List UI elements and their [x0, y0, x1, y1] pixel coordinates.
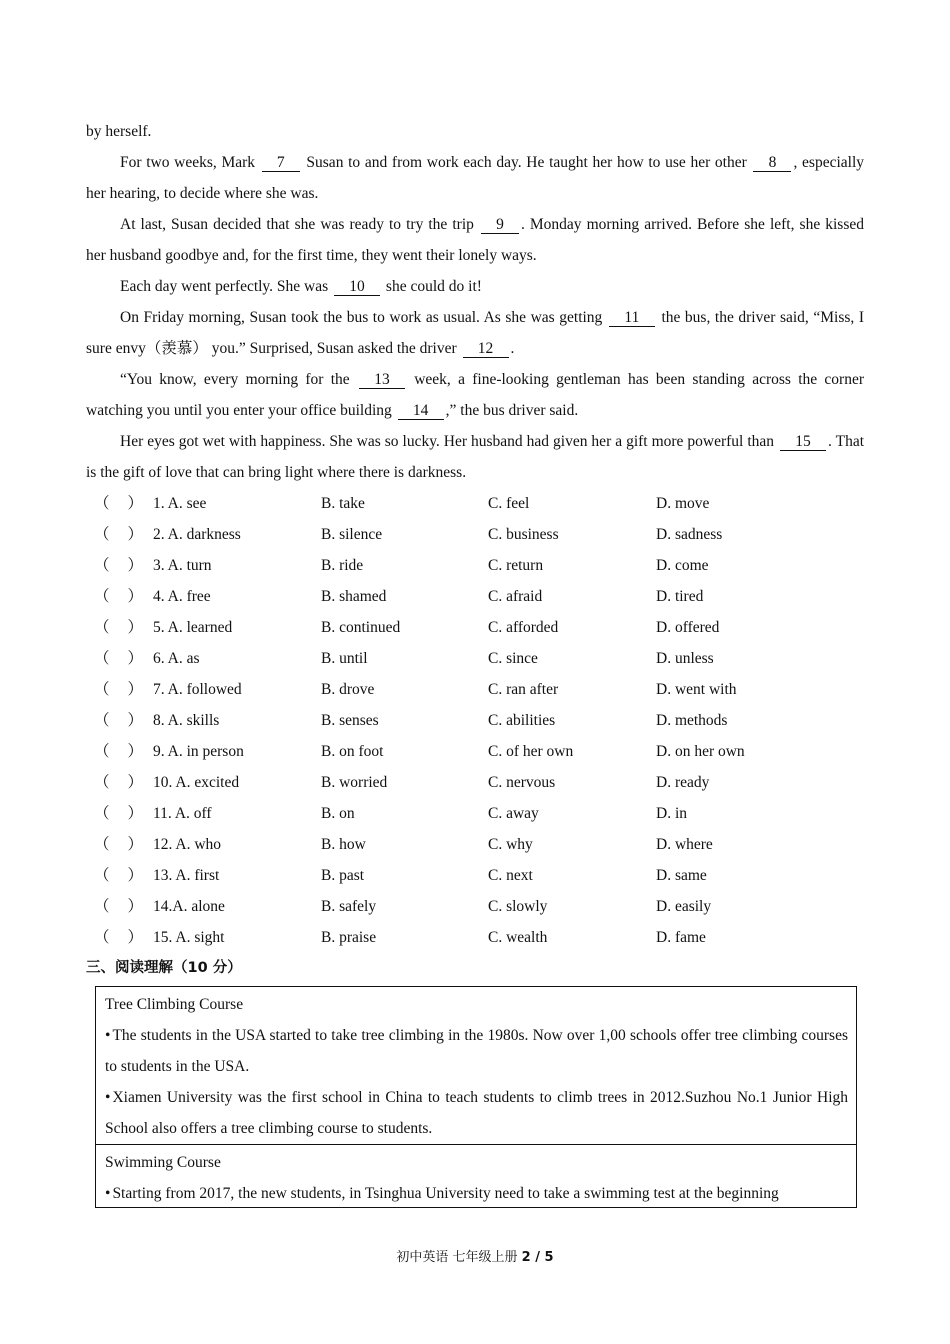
option-row	[86, 643, 864, 674]
option-a: 2. A. darkness	[153, 526, 241, 543]
option-c: C. next	[488, 867, 533, 884]
list-item: • The students in the USA started to take tree climbing in the 1980s. Now over 1,00 schools offer tree climbing courses to students in the USA.	[105, 1020, 848, 1082]
swimming-title: Swimming Course	[105, 1154, 221, 1171]
option-row	[86, 736, 864, 767]
option-row	[86, 860, 864, 891]
option-row	[86, 922, 864, 953]
option-stem	[86, 860, 321, 891]
option-c: C. ran after	[488, 681, 559, 698]
paragraph-3: Each day went perfectly. She was 10 she could do it!	[120, 278, 482, 295]
passage	[86, 116, 864, 984]
swimming-section	[96, 1144, 856, 1208]
option-stem	[86, 767, 321, 798]
options-list	[86, 488, 864, 953]
section-title: 三、阅读理解（10 分）	[86, 960, 242, 976]
option-c: C. business	[488, 526, 559, 543]
option-row	[86, 705, 864, 736]
option-d: D. same	[656, 867, 707, 884]
paragraph-0: by herself.	[86, 123, 152, 140]
blank-7: 7	[262, 155, 300, 172]
paragraph-6: Her eyes got wet with happiness. She was so lucky. Her husband had given her a gift more powerful than 15 . That is the gift of love that can bring light where there is darkness.	[86, 433, 865, 481]
option-d: D. sadness	[656, 526, 723, 543]
bullet-icon: •	[105, 1185, 111, 1202]
option-c: C. afraid	[488, 588, 543, 605]
answer-blank[interactable]: （ ）	[94, 588, 143, 605]
option-a: 15. A. sight	[153, 929, 225, 946]
paragraph-2: At last, Susan decided that she was ready to try the trip 9 . Monday morning arrived. Before she left, she kissed her husband goodbye and, for the first time, they went their lonely ways.	[86, 216, 865, 264]
option-row	[86, 488, 864, 519]
option-a: 7. A. followed	[153, 681, 242, 698]
option-a: 9. A. in person	[153, 743, 244, 760]
option-b: B. safely	[321, 898, 377, 915]
answer-blank[interactable]: （ ）	[94, 526, 143, 543]
answer-blank[interactable]: （ ）	[94, 836, 143, 853]
option-c: C. abilities	[488, 712, 556, 729]
option-c: C. afforded	[488, 619, 559, 636]
option-b: B. until	[321, 650, 368, 667]
option-b: B. how	[321, 836, 366, 853]
option-d: D. move	[656, 495, 710, 512]
option-c: C. slowly	[488, 898, 548, 915]
option-b: B. continued	[321, 619, 401, 636]
answer-blank[interactable]: （ ）	[94, 867, 143, 884]
option-a: 14.A. alone	[153, 898, 225, 915]
option-d: D. where	[656, 836, 713, 853]
option-d: D. on her own	[656, 743, 745, 760]
option-d: D. tired	[656, 588, 704, 605]
option-stem	[86, 705, 321, 736]
bullet-icon: •	[105, 1027, 111, 1044]
option-c: C. return	[488, 557, 544, 574]
option-stem	[86, 612, 321, 643]
blank-12: 12	[463, 341, 509, 358]
tree-climbing-section	[96, 987, 856, 1144]
option-row	[86, 581, 864, 612]
reading-box	[95, 986, 857, 1208]
option-row	[86, 674, 864, 705]
list-item: • Xiamen University was the first school in China to teach students to climb trees in 2012.Suzhou No.1 Junior High School also offers a tree climbing course to students.	[105, 1082, 848, 1144]
option-a: 1. A. see	[153, 495, 207, 512]
page-footer: 初中英语 七年级上册 2 / 5	[396, 1250, 554, 1265]
option-stem	[86, 488, 321, 519]
option-stem	[86, 643, 321, 674]
option-d: D. come	[656, 557, 709, 574]
option-row	[86, 550, 864, 581]
option-stem	[86, 674, 321, 705]
option-row	[86, 798, 864, 829]
option-d: D. methods	[656, 712, 728, 729]
answer-blank[interactable]: （ ）	[94, 805, 143, 822]
option-d: D. offered	[656, 619, 720, 636]
option-stem	[86, 891, 321, 922]
option-a: 12. A. who	[153, 836, 222, 853]
option-b: B. shamed	[321, 588, 387, 605]
bullet-icon: •	[105, 1089, 111, 1106]
answer-blank[interactable]: （ ）	[94, 898, 143, 915]
page-total: 5	[544, 1250, 554, 1265]
option-a: 11. A. off	[153, 805, 212, 822]
option-b: B. past	[321, 867, 365, 884]
page-number: 2	[521, 1250, 531, 1265]
blank-11: 11	[609, 310, 655, 327]
option-c: C. wealth	[488, 929, 548, 946]
option-a: 5. A. learned	[153, 619, 233, 636]
option-row	[86, 767, 864, 798]
blank-13: 13	[359, 372, 405, 389]
option-a: 6. A. as	[153, 650, 200, 667]
answer-blank[interactable]: （ ）	[94, 712, 143, 729]
option-b: B. on foot	[321, 743, 384, 760]
option-c: C. of her own	[488, 743, 574, 760]
option-b: B. senses	[321, 712, 379, 729]
option-d: D. in	[656, 805, 687, 822]
option-stem	[86, 829, 321, 860]
option-stem	[86, 550, 321, 581]
option-a: 8. A. skills	[153, 712, 220, 729]
option-b: B. silence	[321, 526, 383, 543]
blank-15: 15	[780, 434, 826, 451]
tree-climbing-title: Tree Climbing Course	[105, 996, 244, 1013]
answer-blank[interactable]: （ ）	[94, 650, 143, 667]
option-row	[86, 612, 864, 643]
option-b: B. take	[321, 495, 365, 512]
answer-blank[interactable]: （ ）	[94, 557, 143, 574]
option-c: C. since	[488, 650, 538, 667]
option-c: C. away	[488, 805, 539, 822]
option-c: C. why	[488, 836, 533, 853]
option-d: D. fame	[656, 929, 706, 946]
answer-blank[interactable]: （ ）	[94, 743, 143, 760]
option-a: 13. A. first	[153, 867, 220, 884]
option-row	[86, 519, 864, 550]
option-b: B. on	[321, 805, 355, 822]
answer-blank[interactable]: （ ）	[94, 681, 143, 698]
answer-blank[interactable]: （ ）	[94, 774, 143, 791]
option-d: D. ready	[656, 774, 710, 791]
option-stem	[86, 798, 321, 829]
option-b: B. worried	[321, 774, 388, 791]
paragraph-4: On Friday morning, Susan took the bus to work as usual. As she was getting 11 the bus, the driver said, “Miss, I sure envy（羡慕） you.” Surprised, Susan asked the driver 12 .	[86, 309, 864, 357]
blank-9: 9	[481, 217, 519, 234]
option-stem	[86, 736, 321, 767]
option-b: B. drove	[321, 681, 375, 698]
option-stem	[86, 581, 321, 612]
blank-8: 8	[753, 155, 791, 172]
answer-blank[interactable]: （ ）	[94, 619, 143, 636]
option-d: D. easily	[656, 898, 712, 915]
option-c: C. nervous	[488, 774, 556, 791]
option-a: 10. A. excited	[153, 774, 240, 791]
option-a: 3. A. turn	[153, 557, 212, 574]
blank-14: 14	[398, 403, 444, 420]
option-d: D. unless	[656, 650, 714, 667]
list-item: • Starting from 2017, the new students, in Tsinghua University need to take a swimming test at the beginning	[105, 1178, 848, 1208]
answer-blank[interactable]: （ ）	[94, 929, 143, 946]
option-b: B. ride	[321, 557, 364, 574]
option-stem	[86, 922, 321, 953]
option-a: 4. A. free	[153, 588, 211, 605]
paragraph-1: For two weeks, Mark 7 Susan to and from work each day. He taught her how to use her other 8 , especially her hearing, to decide where she was.	[86, 154, 865, 202]
option-d: D. went with	[656, 681, 737, 698]
paragraph-5: “You know, every morning for the 13 week, a fine-looking gentleman has been standing across the corner watching you until you enter your office building 14 ,” the bus driver said.	[86, 371, 865, 419]
option-row	[86, 891, 864, 922]
option-row	[86, 829, 864, 860]
answer-blank[interactable]: （ ）	[94, 495, 143, 512]
blank-10: 10	[334, 279, 380, 296]
option-stem	[86, 519, 321, 550]
option-b: B. praise	[321, 929, 377, 946]
option-c: C. feel	[488, 495, 530, 512]
